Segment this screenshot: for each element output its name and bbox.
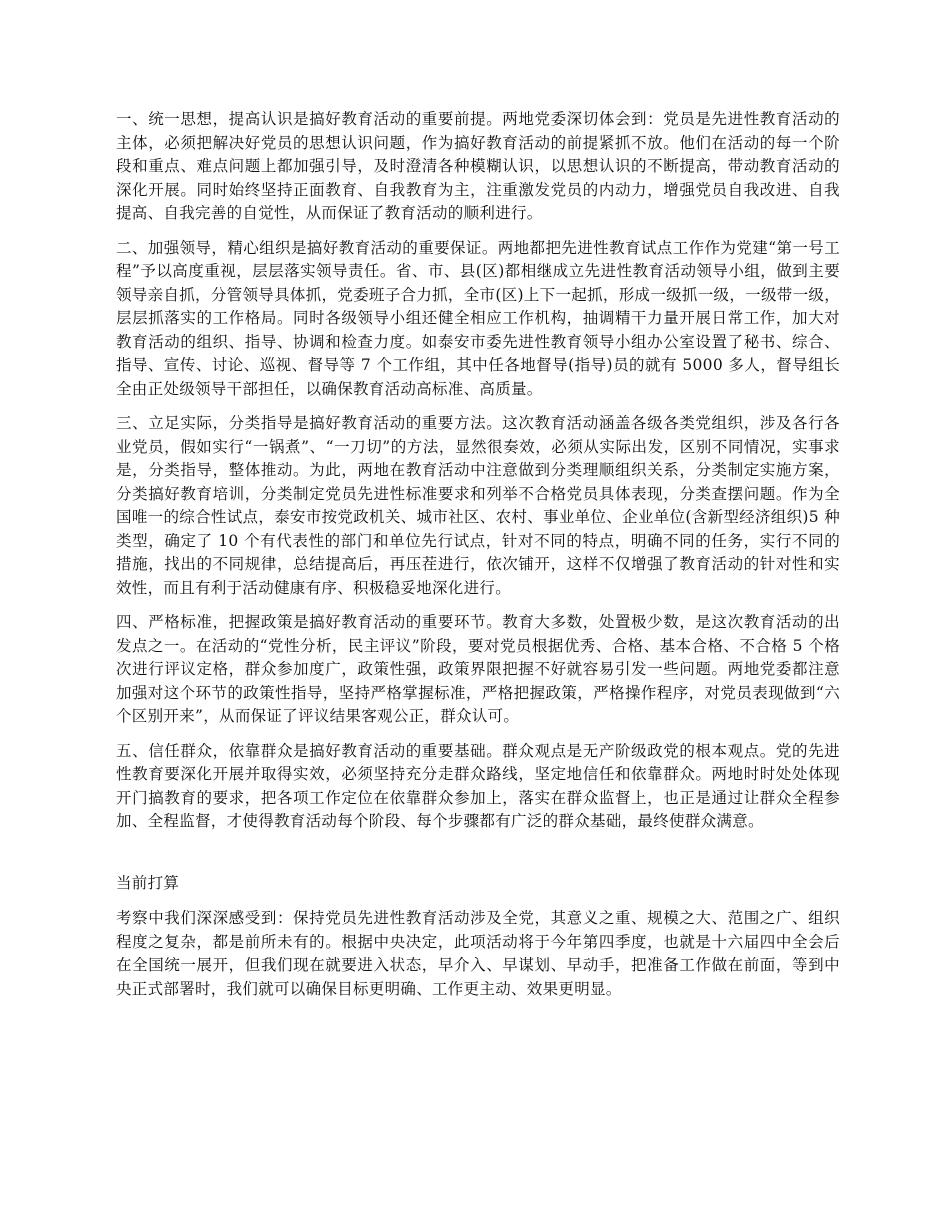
paragraph-strengthen-leadership: 二、加强领导，精心组织是搞好教育活动的重要保证。两地都把先进性教育试点工作作为党建“第一号工程”予以高度重视，层层落实领导责任。省、市、县(区)都相继成立先进性教育活动领导小组，做到主要领导亲自抓，分管领导具体抓，党委班子合力抓，全市(区)上下一起抓，形成一级抓一级，一级带一级，层层抓落实的工作格局。同时各级领导小组还健全相应工作机构，抽调精干力量开展日常工作，加大对教育活动的组织、指导、协调和检查力度。如泰安市委先进性教育领导小组办公室设置了秘书、综合、指导、宣传、讨论、巡视、督导等 7 个工作组，其中任各地督导(指导)员的就有 5000 多人，督导组长全由正处级领导干部担任，以确保教育活动高标准、高质量。 [116, 238, 840, 398]
paragraph-unify-thinking: 一、统一思想，提高认识是搞好教育活动的重要前提。两地党委深切体会到：党员是先进性教育活动的主体，必须把解决好党员的思想认识问题，作为搞好教育活动的前提紧抓不放。他们在活动的每一个阶段和重点、难点问题上都加强引导，及时澄清各种模糊认识，以思想认识的不断提高，带动教育活动的深化开展。同时始终坚持正面教育、自我教育为主，注重激发党员的内动力，增强党员自我改进、自我提高、自我完善的自觉性，从而保证了教育活动的顺利进行。 [116, 110, 840, 222]
paragraph-classified-guidance: 三、立足实际，分类指导是搞好教育活动的重要方法。这次教育活动涵盖各级各类党组织，涉及各行各业党员，假如实行“一锅煮”、“一刀切”的方法，显然很奏效，必须从实际出发，区别不同情况，实事求是，分类指导，整体推动。为此，两地在教育活动中注意做到分类理顺组织关系，分类制定实施方案，分类搞好教育培训，分类制定党员先进性标准要求和列举不合格党员具体表现，分类查摆问题。作为全国唯一的综合性试点，泰安市按党政机关、城市社区、农村、事业单位、企业单位(含新型经济组织)5 种类型，确定了 10 个有代表性的部门和单位先行试点，针对不同的特点，明确不同的任务，实行不同的措施，找出的不同规律，总结提高后，再压茬进行，依次铺开，这样不仅增强了教育活动的针对性和实效性，而且有利于活动健康有序、积极稳妥地深化进行。 [116, 414, 840, 597]
document-body [116, 108, 840, 1012]
paragraph-trust-masses: 五、信任群众，依靠群众是搞好教育活动的重要基础。群众观点是无产阶级政党的根本观点。党的先进性教育要深化开展并取得实效，必须坚持充分走群众路线，坚定地信任和依靠群众。两地时时处处体现开门搞教育的要求，把各项工作定位在依靠群众参加上，落实在群众监督上，也正是通过让群众全程参加、全程监督，才使得教育活动每个阶段、每个步骤都有广泛的群众基础，最终使群众满意。 [116, 741, 840, 830]
section-title: 当前打算 [116, 873, 180, 892]
paragraph-current-plan: 考察中我们深深感受到：保持党员先进性教育活动涉及全党，其意义之重、规模之大、范围之广、组织程度之复杂，都是前所未有的。根据中央决定，此项活动将于今年第四季度，也就是十六届四中全会后在全国统一展开，但我们现在就要进入状态，早介入、早谋划、早动手，把准备工作做在前面，等到中央正式部署时，我们就可以确保目标更明确、工作更主动、效果更明显。 [116, 909, 840, 998]
paragraph-strict-standards: 四、严格标准，把握政策是搞好教育活动的重要环节。教育大多数，处置极少数，是这次教育活动的出发点之一。在活动的“党性分析，民主评议”阶段，要对党员根据优秀、合格、基本合格、不合格 5 个格次进行评议定格，群众参加度广，政策性强，政策界限把握不好就容易引发一些问题。两地党委都注意加强对这个环节的政策性指导，坚持严格掌握标准，严格把握政策，严格操作程序，对党员表现做到“六个区别开来”，从而保证了评议结果客观公正，群众认可。 [116, 613, 840, 725]
